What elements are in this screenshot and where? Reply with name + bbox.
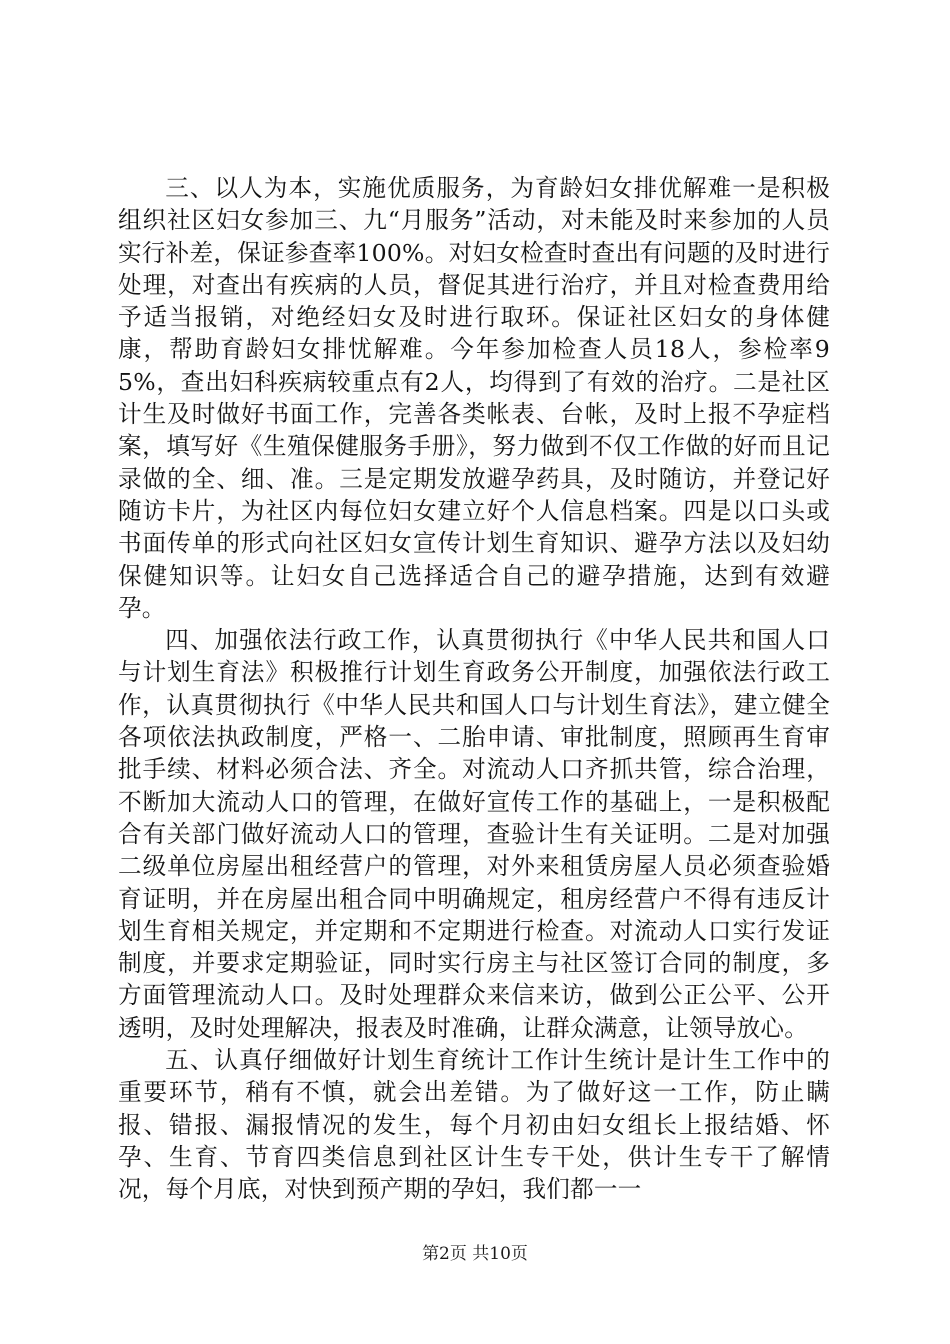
paragraph-5-statistics-work: 五、认真仔细做好计划生育统计工作计生统计是计生工作中的重要环节，稍有不慎，就会出差错。为了做好这一工作，防止瞒报、错报、漏报情况的发生，每个月初由妇女组长上报结婚、怀孕、生育、节育四类信息到社区计生专干处，供计生专干了解情况，每个月底，对快到预产期的孕妇，我们都一一: [118, 1046, 830, 1204]
paragraph-3-quality-service: 三、以人为本，实施优质服务，为育龄妇女排优解难一是积极组织社区妇女参加三、九“月服务”活动，对未能及时来参加的人员实行补差，保证参查率100%。对妇女检查时查出有问题的及时进行处理，对查出有疾病的人员，督促其进行治疗，并且对检查费用给予适当报销，对绝经妇女及时进行取环。保证社区妇女的身体健康，帮助育龄妇女排忧解难。今年参加检查人员18人，参检率95%，查出妇科疾病较重点有2人，均得到了有效的治疗。二是社区计生及时做好书面工作，完善各类帐表、台帐，及时上报不孕症档案，填写好《生殖保健服务手册》，努力做到不仅工作做的好而且记录做的全、细、准。三是定期发放避孕药具，及时随访，并登记好随访卡片，为社区内每位妇女建立好个人信息档案。四是以口头或书面传单的形式向社区妇女宣传计划生育知识、避孕方法以及妇幼保健知识等。让妇女自己选择适合自己的避孕措施，达到有效避孕。: [118, 174, 830, 622]
document-body: [118, 172, 830, 1206]
page-number-footer: 第2页 共10页: [422, 1244, 528, 1264]
paragraph-4-law-administration: 四、加强依法行政工作，认真贯彻执行《中华人民共和国人口与计划生育法》积极推行计划生育政务公开制度，加强依法行政工作，认真贯彻执行《中华人民共和国人口与计划生育法》，建立健全各项依法执政制度，严格一、二胎申请、审批制度，照顾再生育审批手续、材料必须合法、齐全。对流动人口齐抓共管，综合治理，不断加大流动人口的管理，在做好宣传工作的基础上，一是积极配合有关部门做好流动人口的管理，查验计生有关证明。二是对加强二级单位房屋出租经营户的管理，对外来租赁房屋人员必须查验婚育证明，并在房屋出租合同中明确规定，租房经营户不得有违反计划生育相关规定，并定期和不定期进行检查。对流动人口实行发证制度，并要求定期验证，同时实行房主与社区签订合同的制度，多方面管理流动人口。及时处理群众来信来访，做到公正公平、公开透明，及时处理解决，报表及时准确，让群众满意，让领导放心。: [118, 626, 830, 1042]
